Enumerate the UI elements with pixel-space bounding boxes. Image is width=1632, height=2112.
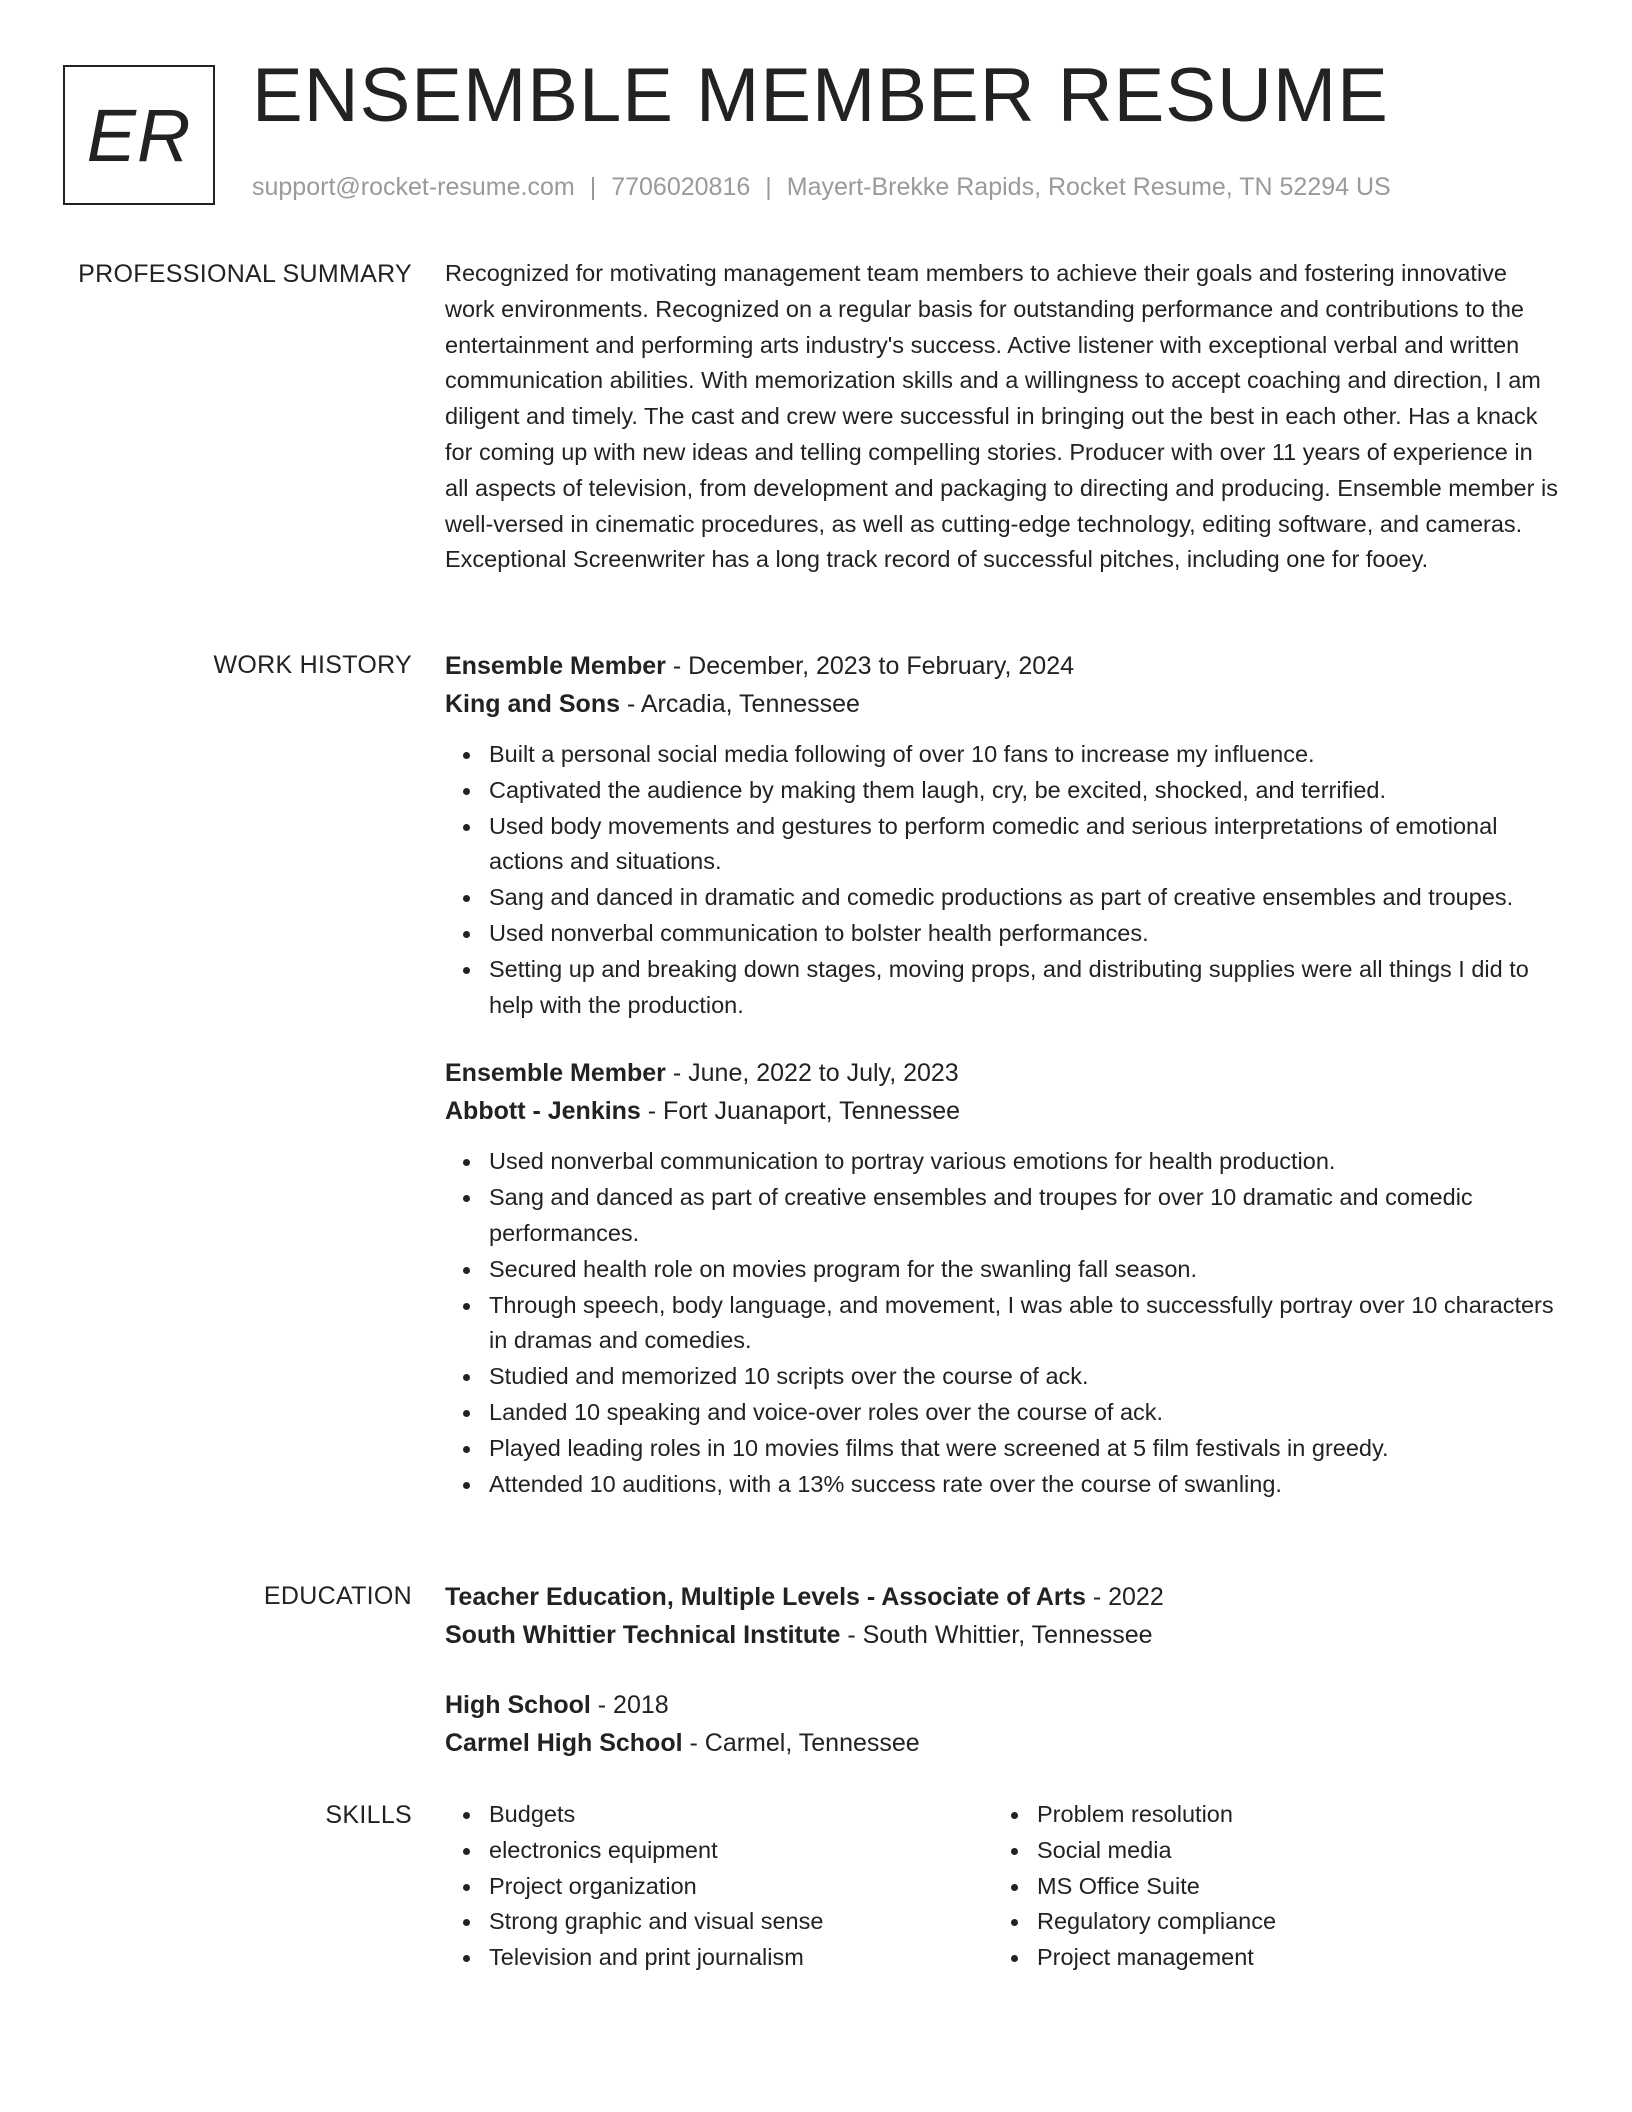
job-bullet: Studied and memorized 10 scripts over the course of ack.: [489, 1359, 1560, 1395]
job-company: Abbott - Jenkins: [445, 1097, 641, 1126]
job-bullet: Used nonverbal communication to portray various emotions for health production.: [489, 1144, 1560, 1180]
contact-email[interactable]: support@rocket-resume.com: [252, 173, 575, 201]
job-bullet: Sang and danced as part of creative ensembles and troupes for over 10 dramatic and comedic performances.: [489, 1180, 1560, 1252]
job-bullet-list: [445, 1144, 1560, 1502]
job-entry: [445, 647, 1560, 1023]
skill-item: Project organization: [489, 1869, 993, 1905]
job-bullet: Built a personal social media following of over 10 fans to increase my influence.: [489, 737, 1560, 773]
education-entry: [445, 1686, 1560, 1762]
education-school-line: [445, 1616, 1560, 1654]
job-title-line: [445, 647, 1560, 685]
skill-item: MS Office Suite: [1037, 1869, 1493, 1905]
contact-separator: |: [765, 173, 772, 201]
job-title: Ensemble Member: [445, 652, 666, 680]
contact-phone[interactable]: 7706020816: [611, 173, 751, 201]
education-degree-line: [445, 1578, 1560, 1616]
job-company-line: [445, 1092, 1560, 1130]
section-heading-education: EDUCATION: [263, 1582, 412, 1610]
education-school-line: [445, 1724, 1560, 1762]
skills-list-right: [993, 1797, 1493, 1976]
skills-list-left: [445, 1797, 993, 1976]
job-dates: - December, 2023 to February, 2024: [665, 652, 1075, 680]
job-bullet: Used nonverbal communication to bolster health performances.: [489, 916, 1560, 952]
job-bullet: Setting up and breaking down stages, moving props, and distributing supplies were all things I did to help with the production.: [489, 952, 1560, 1024]
job-title-line: [445, 1054, 1560, 1092]
education-year: - 2018: [590, 1691, 669, 1719]
job-title: Ensemble Member: [445, 1059, 666, 1088]
job-location: - Fort Juanaport, Tennessee: [640, 1097, 961, 1126]
education-entry: [445, 1578, 1560, 1654]
education-year: - 2022: [1085, 1583, 1164, 1611]
job-location: - Arcadia, Tennessee: [620, 690, 860, 718]
job-company-line: [445, 685, 1560, 723]
skill-item: Regulatory compliance: [1037, 1904, 1493, 1940]
education-location: - Carmel, Tennessee: [682, 1729, 920, 1757]
skill-item: Project management: [1037, 1940, 1493, 1976]
job-entry: [445, 1054, 1560, 1502]
skill-item: Social media: [1037, 1833, 1493, 1869]
contact-line: [252, 173, 1391, 202]
job-bullet: Played leading roles in 10 movies films that were screened at 5 film festivals in greedy.: [489, 1431, 1560, 1467]
section-heading-summary: PROFESSIONAL SUMMARY: [78, 260, 412, 288]
monogram-logo: ER: [63, 65, 215, 205]
job-bullet: Captivated the audience by making them laugh, cry, be excited, shocked, and terrified.: [489, 773, 1560, 809]
skills-columns: [445, 1797, 1560, 1976]
job-bullet: Secured health role on movies program for the swanling fall season.: [489, 1252, 1560, 1288]
skill-item: Strong graphic and visual sense: [489, 1904, 993, 1940]
skill-item: electronics equipment: [489, 1833, 993, 1869]
section-heading-work-history: WORK HISTORY: [213, 651, 412, 679]
job-bullet: Landed 10 speaking and voice-over roles over the course of ack.: [489, 1395, 1560, 1431]
job-bullet: Sang and danced in dramatic and comedic productions as part of creative ensembles and troupes.: [489, 880, 1560, 916]
section-heading-skills: SKILLS: [325, 1801, 412, 1829]
skill-item: Problem resolution: [1037, 1797, 1493, 1833]
job-bullet: Used body movements and gestures to perform comedic and serious interpretations of emotional actions and situations.: [489, 809, 1560, 881]
job-dates: - June, 2022 to July, 2023: [665, 1059, 959, 1088]
education-school: South Whittier Technical Institute: [445, 1621, 841, 1649]
job-bullet: Through speech, body language, and movement, I was able to successfully portray over 10 characters in dramas and comedies.: [489, 1288, 1560, 1360]
education-location: - South Whittier, Tennessee: [840, 1621, 1153, 1649]
skill-item: Budgets: [489, 1797, 993, 1833]
summary-text: Recognized for motivating management team members to achieve their goals and fostering innovative work environments. Recognized on a regular basis for outstanding performance and contributions to the entertainment and performing arts industry's success. Active listener with exceptional verbal and written communication abilities. With memorization skills and a willingness to accept coaching and direction, I am diligent and timely. The cast and crew were successful in bringing out the best in each other. Has a knack for coming up with new ideas and telling compelling stories. Producer with over 11 years of experience in all aspects of television, from development and packaging to directing and producing. Ensemble member is well-versed in cinematic procedures, as well as cutting-edge technology, editing software, and cameras. Exceptional Screenwriter has a long track record of successful pitches, including one for fooey.: [445, 260, 1558, 573]
resume-title: ENSEMBLE MEMBER RESUME: [252, 53, 1389, 138]
job-bullet-list: [445, 737, 1560, 1023]
job-company: King and Sons: [445, 690, 620, 718]
education-degree: Teacher Education, Multiple Levels - Associate of Arts: [445, 1583, 1086, 1611]
education-degree: High School: [445, 1691, 591, 1719]
education-school: Carmel High School: [445, 1729, 683, 1757]
skill-item: Television and print journalism: [489, 1940, 993, 1976]
contact-address: Mayert-Brekke Rapids, Rocket Resume, TN 52294 US: [786, 173, 1391, 201]
contact-separator: |: [589, 173, 597, 201]
education-degree-line: [445, 1686, 1560, 1724]
job-bullet: Attended 10 auditions, with a 13% success rate over the course of swanling.: [489, 1467, 1560, 1503]
